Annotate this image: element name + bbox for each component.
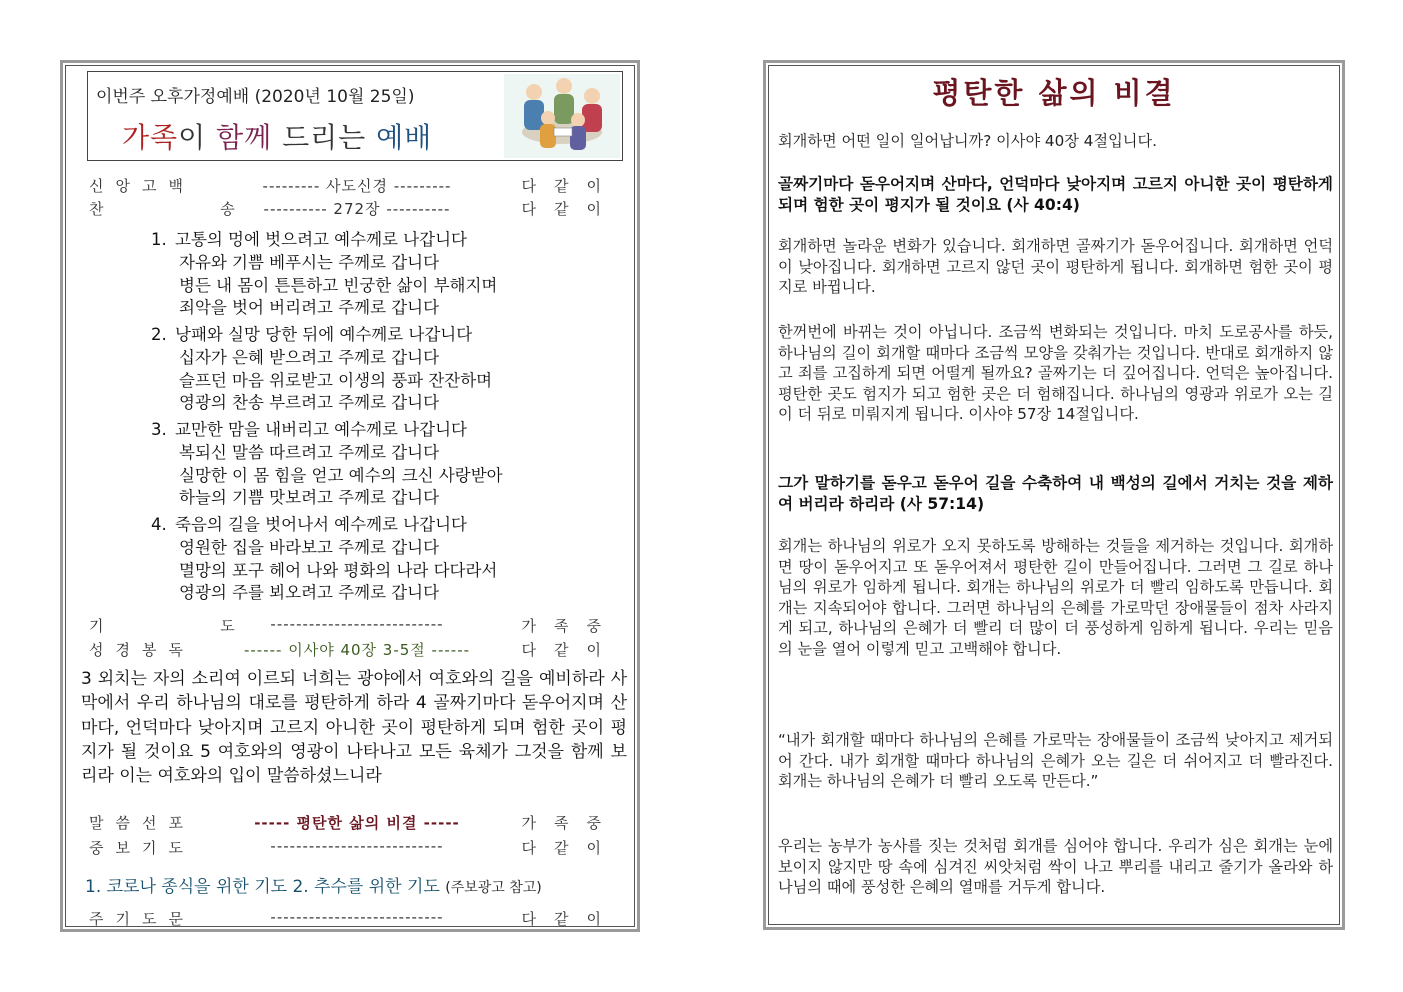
bulletin-right-page: [763, 60, 1345, 930]
prayer-topics: [85, 872, 542, 897]
bulletin-header-box: [87, 71, 623, 161]
hymn-line: 교만한 맘을 내버리고 예수께로 나갑니다: [175, 420, 467, 439]
order-leader: 다같이: [521, 200, 619, 218]
hymn-line: 고통의 멍에 벗으려고 예수께로 나갑니다: [175, 230, 467, 249]
hymn-line: 자유와 기쁨 베푸시는 주께로 갑니다: [179, 252, 440, 272]
sermon-paragraph: 우리는 농부가 농사를 짓는 것처럼 회개를 심어야 합니다. 우리가 심은 회개는 눈에 보이지 않지만 땅 속에 심겨진 씨앗처럼 싹이 나고 뿌리를 내리고 줄기가 올라와 하나님의 때에 풍성한 은혜의 열매를 거두게 합니다.: [778, 837, 1333, 897]
hymn-line: 영원한 집을 바라보고 주께로 갑니다: [179, 537, 440, 557]
order-label: 성경봉독: [89, 641, 195, 659]
scripture-text: 3 외치는 자의 소리여 이르되 너희는 광야에서 여호와의 길을 예비하라 사막에서 우리 하나님의 대로를 평탄하게 하라 4 골짜기마다 돋우어지며 산마다, 언덕마다 낮아지며 고르지 아니한 곳이 평탄하게 되며 험한 곳이 평지가 될 것이요 5 여호와의 영광이 나타나고 모든 육체가 그것을 함께 보리라 이는 여호와의 입이 말씀하셨느니라: [81, 669, 627, 787]
service-date-subtitle: 이번주 오후가정예배 (2020년 10월 25일): [96, 87, 415, 107]
sermon-title: 평탄한 삶의 비결: [932, 76, 1176, 110]
order-label: 기 도: [89, 617, 291, 635]
order-leader: 다같이: [521, 177, 619, 195]
hymn-verse-2: [151, 324, 492, 415]
verse-number: 4.: [151, 515, 167, 534]
sermon-scripture-quote: 그가 말하기를 돋우고 돋우어 길을 수축하여 내 백성의 길에서 거치는 것을 제하여 버리라 하리라 (사 57:14): [778, 474, 1333, 513]
sermon-scripture-quote: 골짜기마다 돋우어지며 산마다, 언덕마다 낮아지며 고르지 아니한 곳이 평탄하게 되며 험한 곳이 평지가 될 것이요 (사 40:4): [778, 175, 1333, 214]
hymn-line: 죄악을 벗어 버리려고 주께로 갑니다: [179, 298, 440, 318]
title-part-together: 함께: [216, 121, 273, 154]
hymn-line: 낭패와 실망 당한 뒤에 예수께로 나갑니다: [175, 325, 473, 344]
order-leader: 다같이: [521, 910, 619, 928]
service-title: [122, 116, 432, 156]
hymn-line: 슬프던 마음 위로받고 이생의 풍파 잔잔하며: [179, 370, 493, 390]
order-leader: 가족중: [521, 617, 619, 635]
sermon-paragraph: 회개하면 어떤 일이 일어납니까? 이사야 40장 4절입니다.: [778, 132, 1157, 150]
hymn-verse-4: [151, 514, 497, 605]
hymn-line: 십자가 은혜 받으려고 주께로 갑니다: [179, 347, 440, 367]
verse-number: 1.: [151, 230, 167, 249]
hymn-line: 영광의 주를 뵈오려고 주께로 갑니다: [179, 583, 440, 603]
order-label: 찬 송: [89, 200, 291, 218]
hymn-verse-3: [151, 419, 503, 510]
order-content: ---------------------------: [270, 615, 444, 633]
prayer-topics-text: 1. 코로나 종식을 위한 기도 2. 추수를 위한 기도: [85, 877, 440, 897]
sermon-paragraph: 회개하면 놀라운 변화가 있습니다. 회개하면 골짜기가 돋우어집니다. 회개하면 언덕이 낮아집니다. 회개하면 고르지 않던 곳이 평탄하게 됩니다. 회개하면 험한 곳이 평지로 바뀝니다.: [778, 237, 1333, 297]
bulletin-left-page: [60, 60, 640, 932]
order-leader: 다같이: [521, 839, 619, 857]
order-creed: [89, 175, 619, 197]
order-intercession: [89, 837, 619, 859]
hymn-line: 하늘의 기쁨 맛보려고 주께로 갑니다: [179, 488, 440, 508]
family-worship-illustration-icon: [504, 74, 620, 158]
order-label: 신앙고백: [89, 177, 195, 195]
title-part-offering: 드리는: [272, 121, 377, 154]
hymn-line: 영광의 찬송 부르려고 주께로 갑니다: [179, 393, 440, 413]
order-label: 말씀선포: [89, 814, 195, 832]
order-leader: 가족중: [521, 814, 619, 832]
hymn-line: 실망한 이 몸 힘을 얻고 예수의 크신 사랑받아: [179, 465, 503, 485]
verse-number: 2.: [151, 325, 167, 344]
order-content: ---------------------------: [270, 908, 444, 926]
verse-number: 3.: [151, 420, 167, 439]
title-part-family: 가족: [122, 121, 179, 154]
order-content: ------ 이사야 40장 3-5절 ------: [243, 641, 471, 659]
order-content: --------- 사도신경 ---------: [262, 177, 452, 195]
hymn-line: 병든 내 몸이 튼튼하고 빈궁한 삶이 부해지며: [179, 275, 498, 295]
hymn-line: 죽음의 길을 벗어나서 예수께로 나갑니다: [175, 515, 467, 534]
hymn-line: 복되신 말씀 따르려고 주께로 갑니다: [179, 442, 440, 462]
order-sermon: [89, 812, 619, 834]
order-leader: 다같이: [521, 641, 619, 659]
order-prayer: [89, 615, 619, 637]
prayer-topics-note: (주보광고 참고): [445, 880, 542, 896]
order-scripture-reading: [89, 639, 619, 661]
sermon-quote: “내가 회개할 때마다 하나님의 은혜를 가로막는 장애물들이 조금씩 낮아지고 제거되어 간다. 내가 회개할 때마다 하나님의 은혜가 오는 길은 더 쉬어지고 더 빨라진다. 회개는 하나님의 은혜가 더 빨리 오도록 만든다.”: [778, 731, 1333, 791]
order-hymn: [89, 198, 619, 220]
title-part-worship: 예배: [376, 121, 433, 154]
order-lords-prayer: [89, 908, 619, 930]
order-content: ----- 평탄한 삶의 비결 -----: [254, 814, 460, 832]
sermon-paragraph: 회개는 하나님의 위로가 오지 못하도록 방해하는 것들을 제거하는 것입니다. 회개하면 땅이 돋우어지고 또 돋우어져서 평탄한 길이 만들어집니다. 그러면 그 길로 하나님의 위로가 임하게 됩니다. 회개는 하나님의 위로가 더 빨리 임하도록 만듭니다. 회개는 지속되어야 합니다. 그러면 하나님의 은혜를 가로막던 장애물들이 점차 사라지게 되고, 하나님의 은혜가 더 빨리 더 많이 더 풍성하게 임하게 됩니다. 우리는 믿음의 눈을 열어 이렇게 믿고 고백해야 합니다.: [778, 537, 1333, 658]
hymn-line: 멸망의 포구 헤어 나와 평화의 나라 다다라서: [179, 560, 498, 580]
hymn-verse-1: [151, 229, 497, 320]
order-label: 주기도문: [89, 910, 195, 928]
sermon-paragraph: 한꺼번에 바뀌는 것이 아닙니다. 조금씩 변화되는 것입니다. 마치 도로공사를 하듯, 하나님의 길이 회개할 때마다 조금씩 모양을 갖춰가는 것입니다. 반대로 회개하지 않고 죄를 고집하게 되면 어떨게 될까요? 골짜기는 더 깊어집니다. 언덕은 높아집니다. 평탄한 곳도 험지가 되고 험한 곳은 더 험해집니다. 하나님의 영광과 위로가 오는 길이 더 뒤로 미뤄지게 됩니다. 이사야 57장 14절입니다.: [778, 323, 1333, 424]
title-part-i: 이: [178, 121, 217, 154]
order-label: 중보기도: [89, 839, 195, 857]
order-content: ---------------------------: [270, 837, 444, 855]
order-content: ---------- 272장 ----------: [263, 200, 451, 218]
